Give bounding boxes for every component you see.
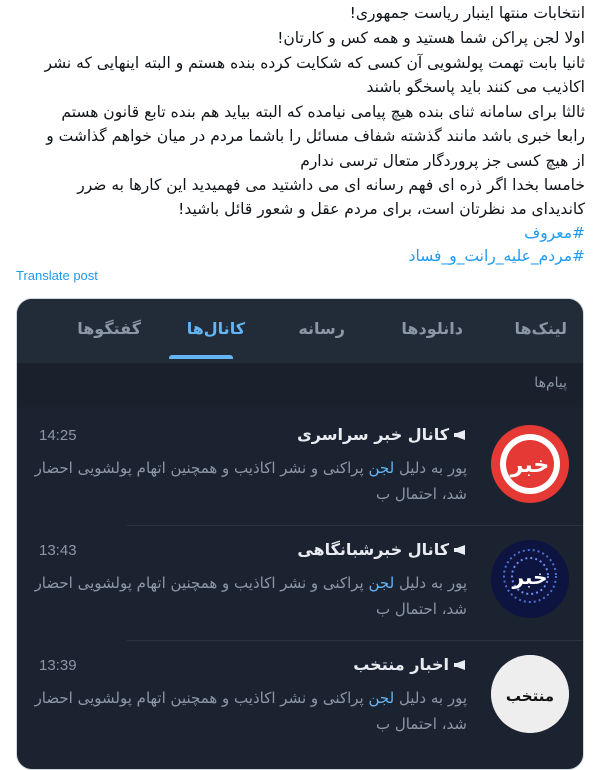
tweet-text-line: رابعا خبری باشد مانند گذشته شفاف مسائل را باشما مردم در میان خواهم گذاشت و — [46, 127, 585, 145]
message-time: 13:39 — [39, 657, 77, 674]
channel-avatar — [491, 655, 569, 733]
section-title: پیام‌ها — [534, 375, 567, 391]
channel-title — [297, 540, 467, 559]
tweet-text-line: ثالثا برای سامانه ثنای بنده هیچ پیامی نیامده که البته بیاید هم بنده تابع قانون هستم — [61, 103, 585, 121]
preview-start: پور به دلیل — [398, 574, 467, 592]
preview-highlight: لجن — [368, 574, 395, 592]
tweet-text-line: ثانیا بابت تهمت پولشویی آن کسی که شکایت کرده بنده هستم و البته اینهایی که نشر — [44, 54, 585, 72]
translate-post-link[interactable]: Translate post — [16, 268, 98, 283]
tweet-text-line: انتخابات منتها اینبار ریاست جمهوری! — [349, 4, 585, 22]
preview-highlight: لجن — [368, 459, 395, 477]
preview-end: پراکنی و نشر اکاذیب و همچنین اتهام پولشویی احضار شد، احتمال ب — [34, 574, 467, 618]
tweet-text-line: اکاذیب می کنند باید پاسخگو باشند — [366, 78, 585, 96]
channel-name: کانال خبرشبانگاهی — [297, 540, 449, 559]
attached-screenshot[interactable] — [16, 298, 584, 770]
message-row[interactable] — [17, 641, 583, 755]
text-logo-icon — [491, 655, 569, 733]
avatar-text: خبر — [510, 453, 550, 478]
tab-downloads[interactable]: دانلودها — [401, 319, 463, 338]
preview-highlight: لجن — [368, 689, 395, 707]
message-preview — [27, 570, 467, 622]
channel-name: کانال خبر سراسری — [297, 425, 449, 444]
red-logo-icon — [491, 425, 569, 503]
active-tab-indicator — [169, 355, 233, 359]
tweet-text-line: کاندیدای مد نظرتان است، برای مردم عقل و شعور قائل باشید! — [178, 200, 585, 218]
megaphone-icon — [453, 544, 467, 556]
channel-name: اخبار منتخب — [353, 655, 449, 674]
tab-media[interactable]: رسانه — [298, 319, 345, 338]
avatar-text: منتخب — [505, 687, 555, 705]
preview-start: پور به دلیل — [398, 689, 467, 707]
message-preview — [27, 685, 467, 737]
message-time: 13:43 — [39, 542, 77, 559]
channel-title — [297, 425, 467, 444]
section-header — [17, 363, 583, 407]
tweet-text-line: خامسا بخدا اگر ذره ای فهم رسانه ای می داشتید می فهمیدید این کارها به ضرر — [77, 176, 585, 194]
channel-avatar — [491, 540, 569, 618]
tab-links[interactable]: لینک‌ها — [514, 319, 567, 338]
hashtag-link[interactable]: #مردم_علیه_رانت_و_فساد — [408, 247, 585, 265]
telegram-tab-bar — [17, 299, 583, 363]
tweet-text-line: اولا لجن پراکن شما هستید و همه کس و کارتان! — [277, 29, 585, 47]
megaphone-icon — [453, 659, 467, 671]
preview-end: پراکنی و نشر اکاذیب و همچنین اتهام پولشویی احضار شد، احتمال ب — [34, 459, 467, 503]
message-time: 14:25 — [39, 427, 77, 444]
tweet-text-line: از هیچ کسی جز پروردگار متعال ترسی ندارم — [300, 152, 585, 170]
tab-channels[interactable]: کانال‌ها — [186, 319, 245, 338]
channel-title — [353, 655, 467, 674]
message-preview — [27, 455, 467, 507]
megaphone-icon — [453, 429, 467, 441]
globe-logo-icon — [491, 540, 569, 618]
avatar-text: خبر — [512, 565, 548, 589]
message-row[interactable] — [17, 411, 583, 525]
preview-end: پراکنی و نشر اکاذیب و همچنین اتهام پولشویی احضار شد، احتمال ب — [34, 689, 467, 733]
hashtag-link[interactable]: #معروف — [524, 224, 585, 242]
channel-avatar — [491, 425, 569, 503]
message-row[interactable] — [17, 526, 583, 640]
tab-chats[interactable]: گفتگوها — [77, 319, 141, 338]
preview-start: پور به دلیل — [398, 459, 467, 477]
